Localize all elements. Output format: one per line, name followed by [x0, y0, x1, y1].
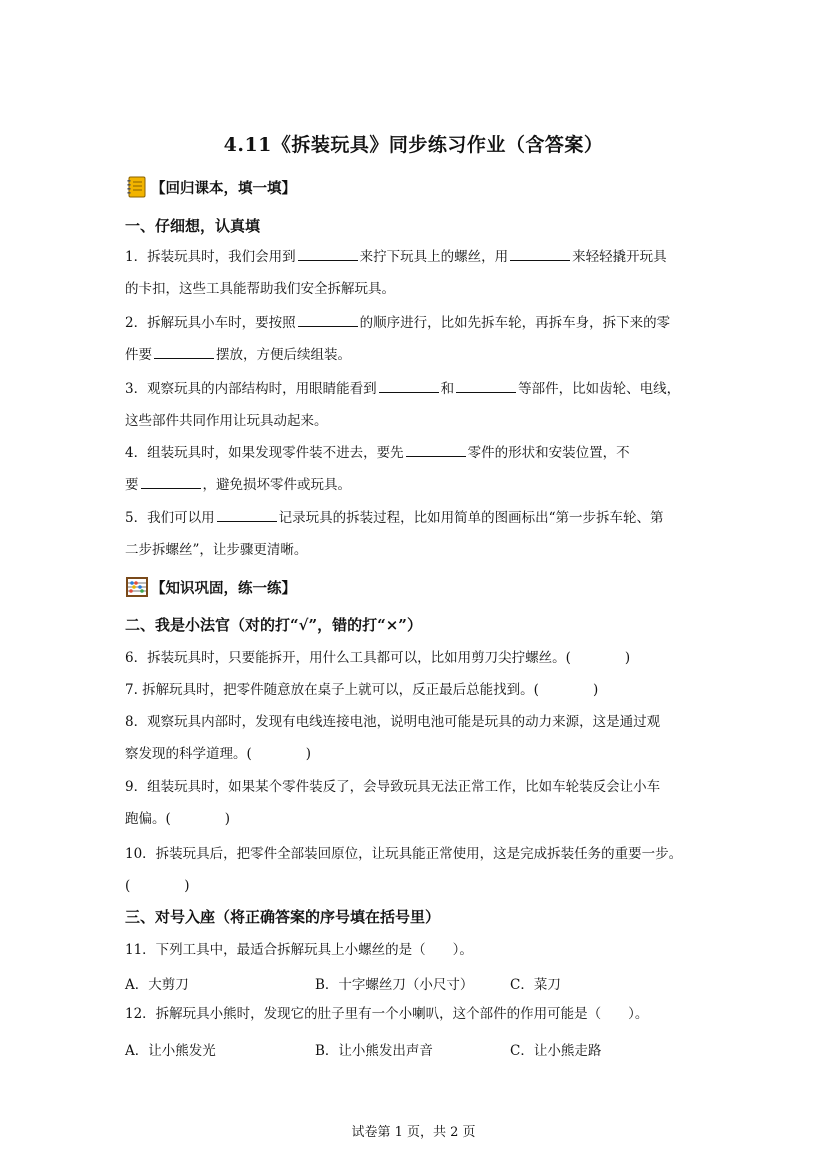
q2-blank-2[interactable]: [154, 344, 214, 359]
section-banner-label: 【知识巩固，练一练】: [151, 579, 296, 597]
q3-blank-2[interactable]: [456, 378, 516, 393]
q1-blank-1[interactable]: [298, 246, 358, 261]
q4-blank-2[interactable]: [141, 474, 201, 489]
q12-option-a[interactable]: A．让小熊发光: [125, 1043, 216, 1059]
section-banner-label: 【回归课本，填一填】: [151, 179, 296, 197]
q4-text-d: ，避免损坏零件或玩具。: [202, 477, 351, 493]
q1-text-d: 的卡扣，这些工具能帮助我们安全拆解玩具。: [125, 281, 395, 297]
question-8: [125, 706, 710, 770]
q5-blank-1[interactable]: [217, 507, 277, 522]
question-10: [125, 838, 710, 902]
q1-text-c: 来轻轻撬开玩具: [572, 249, 667, 265]
question-2: [125, 307, 710, 371]
question-11-options: [125, 973, 710, 993]
q5-text-a: 5．我们可以用: [125, 510, 215, 526]
q8-text-b: 察发现的科学道理。(: [125, 746, 252, 762]
q5-text-b: 记录玩具的拆装过程，比如用简单的图画标出“第一步拆车轮、第: [278, 510, 664, 526]
q10-text-b: (: [125, 878, 131, 894]
question-11: [125, 934, 710, 966]
question-9: [125, 771, 710, 835]
q3-text-c: 等部件，比如齿轮、电线，: [518, 381, 681, 397]
q1-text-b: 来拧下玩具上的螺丝，用: [359, 249, 509, 265]
question-4: [125, 437, 710, 501]
q4-text-b: 零件的形状和安装位置，不: [467, 445, 630, 461]
q10-text-a: 10．拆装玩具后，把零件全部装回原位，让玩具能正常使用，这是完成拆装任务的重要一步。: [125, 846, 683, 862]
heading-fill: 一、仔细想，认真填: [125, 217, 261, 235]
abacus-icon: [125, 575, 149, 599]
question-6: [125, 642, 710, 674]
q3-text-a: 3．观察玩具的内部结构时，用眼睛能看到: [125, 381, 377, 397]
page-title: 4.11《拆装玩具》同步练习作业（含答案）: [223, 134, 604, 156]
question-12-options: [125, 1039, 710, 1059]
section-banner-consolidate: [125, 575, 296, 599]
notebook-icon: [125, 175, 149, 199]
q3-blank-1[interactable]: [379, 378, 439, 393]
q5-text-c: 二步拆螺丝”，让步骤更清晰。: [125, 542, 308, 558]
question-3: [125, 373, 710, 437]
question-5: [125, 502, 710, 566]
q2-text-a: 2．拆解玩具小车时，要按照: [125, 315, 296, 331]
q12-option-b[interactable]: B．让小熊发出声音: [315, 1043, 433, 1059]
q4-text-a: 4．组装玩具时，如果发现零件装不进去，要先: [125, 445, 404, 461]
q6-close: ): [624, 650, 631, 666]
question-12: [125, 998, 710, 1030]
q8-close: ): [305, 746, 312, 762]
q10-close: ): [184, 878, 190, 894]
q6-text: 6．拆装玩具时，只要能拆开，用什么工具都可以，比如用剪刀尖拧螺丝。(: [125, 650, 571, 666]
q9-close: ): [224, 811, 231, 827]
q1-text-a: 1．拆装玩具时，我们会用到: [125, 249, 296, 265]
q4-text-c: 要: [125, 477, 139, 493]
page-footer: 试卷第 1 页，共 2 页: [351, 1125, 476, 1140]
q4-blank-1[interactable]: [406, 442, 466, 457]
q9-text-a: 9．组装玩具时，如果某个零件装反了，会导致玩具无法正常工作，比如车轮装反会让小车: [125, 779, 661, 795]
question-7: [125, 674, 710, 706]
q12-option-c[interactable]: C．让小熊走路: [510, 1043, 602, 1059]
heading-choice: 三、对号入座（将正确答案的序号填在括号里）: [125, 908, 441, 926]
q12-text: 12．拆解玩具小熊时，发现它的肚子里有一个小喇叭，这个部件的作用可能是（ ）。: [125, 1006, 649, 1022]
q11-option-b[interactable]: B．十字螺丝刀（小尺寸）: [315, 977, 474, 993]
q11-option-a[interactable]: A．大剪刀: [125, 977, 189, 993]
q2-text-b: 的顺序进行，比如先拆车轮，再拆车身，拆下来的零: [359, 315, 671, 331]
q9-text-b: 跑偏。(: [125, 811, 171, 827]
q3-text-d: 这些部件共同作用让玩具动起来。: [125, 413, 328, 429]
question-1: [125, 241, 710, 305]
section-banner-review: [125, 175, 296, 199]
q11-option-c[interactable]: C．菜刀: [510, 977, 561, 993]
q7-close: ): [592, 682, 599, 698]
q7-text: 7. 拆解玩具时，把零件随意放在桌子上就可以，反正最后总能找到。(: [125, 682, 539, 698]
q2-blank-1[interactable]: [298, 312, 358, 327]
q2-text-c: 件要: [125, 347, 152, 363]
q11-text: 11．下列工具中，最适合拆解玩具上小螺丝的是（ ）。: [125, 942, 473, 958]
q1-blank-2[interactable]: [510, 246, 570, 261]
q2-text-d: 摆放，方便后续组装。: [216, 347, 351, 363]
heading-judge: 二、我是小法官（对的打“√”，错的打“×”）: [125, 616, 422, 634]
q8-text-a: 8．观察玩具内部时，发现有电线连接电池，说明电池可能是玩具的动力来源，这是通过观: [125, 714, 661, 730]
q3-text-b: 和: [440, 381, 455, 397]
